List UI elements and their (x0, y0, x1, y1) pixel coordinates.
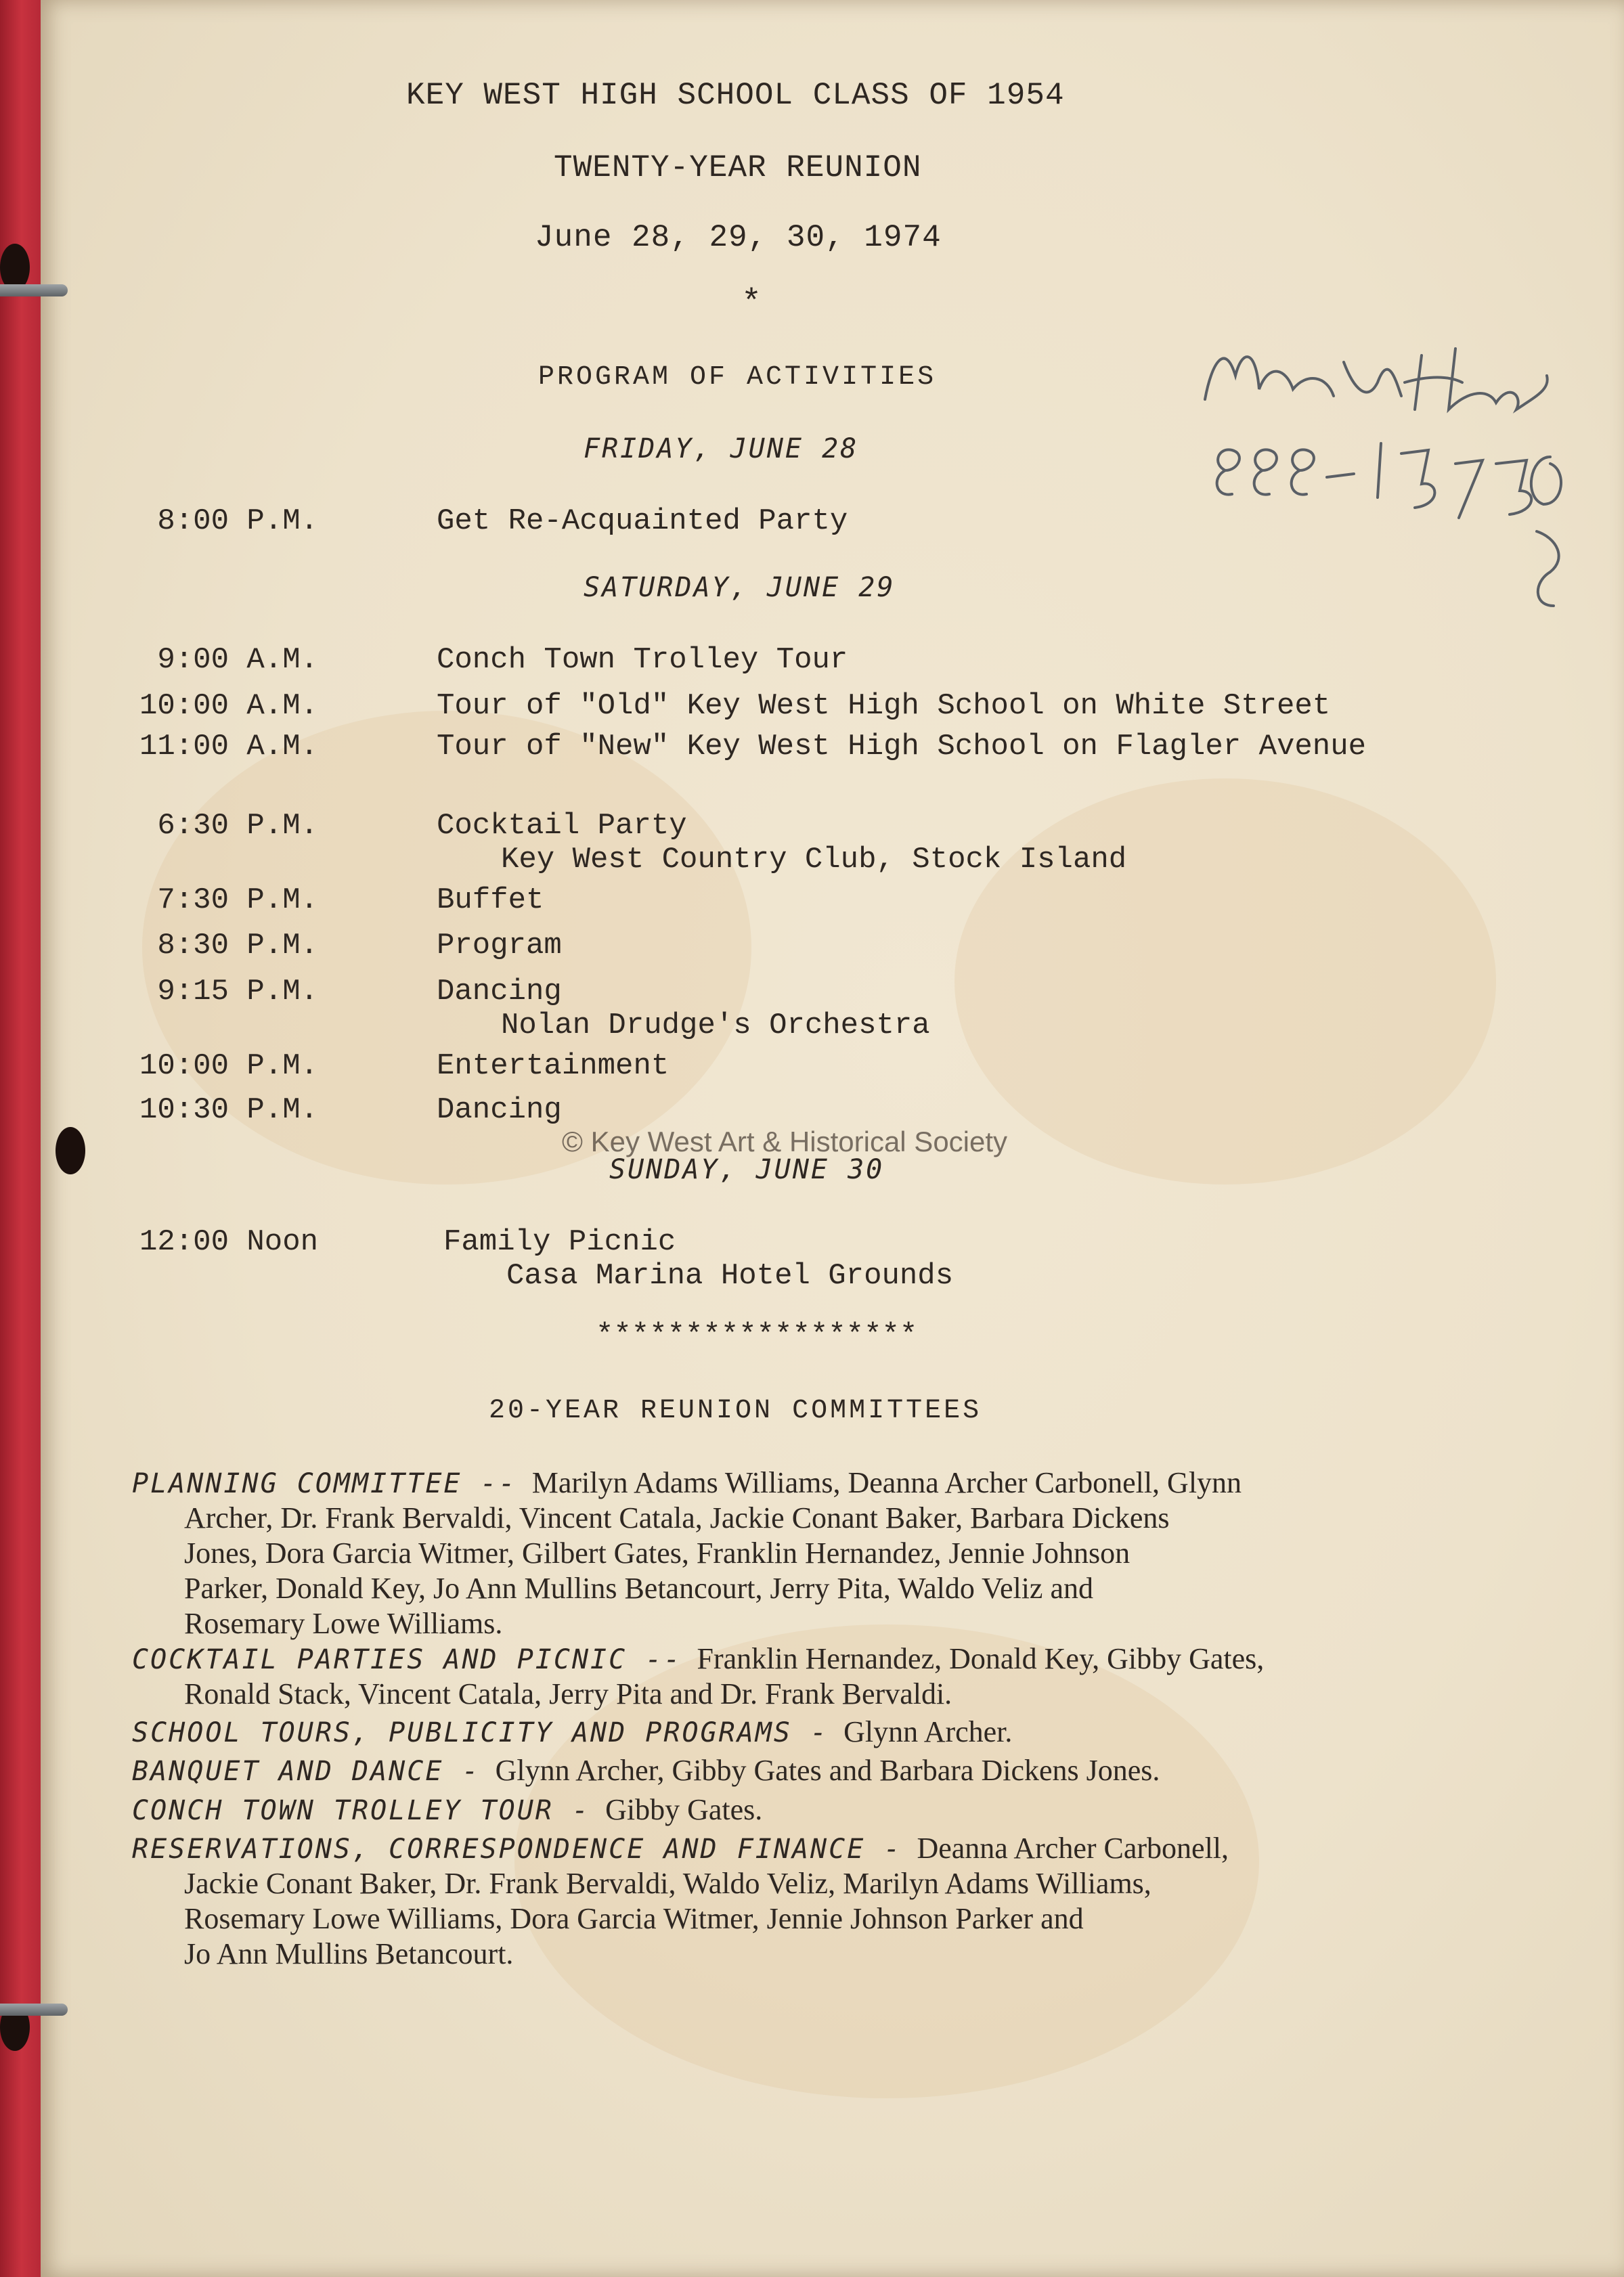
event-time: 10:00 P.M. (139, 1049, 318, 1083)
paper-stain (954, 778, 1496, 1185)
committee-members-continued: Archer, Dr. Frank Bervaldi, Vincent Catala, Jackie Conant Baker, Barbara Dickens Jones, Dora Garcia Witmer, Gilbert Gates, Franklin Hernandez, Jennie Johnson Parker, Donald Key, Jo Ann Mullins Betancourt, Jerry Pita, Waldo Veliz and Rosemary Lowe Williams. (184, 1501, 1170, 1640)
event-activity: Dancing (437, 975, 562, 1009)
event-time: 11:00 A.M. (139, 730, 318, 764)
event-activity: Buffet (437, 883, 544, 917)
event-time: 9:00 A.M. (157, 643, 318, 677)
committee-members: Glynn Archer. (843, 1715, 1013, 1748)
event-time: 8:00 P.M. (157, 504, 318, 538)
committee-members-continued: Ronald Stack, Vincent Catala, Jerry Pita and Dr. Frank Bervaldi. (184, 1677, 952, 1710)
reunion-subtitle: TWENTY-YEAR REUNION (554, 150, 922, 185)
event-time: 7:30 P.M. (157, 883, 318, 917)
committee-members: Gibby Gates. (605, 1793, 763, 1826)
program-heading: PROGRAM OF ACTIVITIES (538, 362, 937, 393)
event-activity: Tour of "Old" Key West High School on White Street (437, 689, 1331, 723)
committee-entry (132, 1641, 1264, 1679)
event-time: 9:15 P.M. (157, 975, 318, 1009)
committee-members-continued: Jackie Conant Baker, Dr. Frank Bervaldi, Waldo Veliz, Marilyn Adams Williams, Rosemary Lowe Williams, Dora Garcia Witmer, Jennie Johnson Parker and Jo Ann Mullins Betancourt. (184, 1867, 1151, 1970)
committee-name: CONCH TOWN TROLLEY TOUR - (132, 1795, 591, 1826)
day-heading: SATURDAY, JUNE 29 (584, 572, 896, 603)
event-activity: Cocktail Party (437, 809, 687, 843)
binder-hole (56, 1127, 85, 1174)
day-heading: FRIDAY, JUNE 28 (584, 433, 859, 464)
committee-name: COCKTAIL PARTIES AND PICNIC -- (132, 1644, 682, 1675)
event-activity: Tour of "New" Key West High School on Flagler Avenue (437, 730, 1367, 764)
reunion-dates: June 28, 29, 30, 1974 (535, 220, 942, 255)
event-time: 10:00 A.M. (139, 689, 318, 723)
binder-ring (0, 2004, 68, 2016)
event-activity: Conch Town Trolley Tour (437, 643, 848, 677)
committee-members: Franklin Hernandez, Donald Key, Gibby Gates, (697, 1642, 1265, 1675)
event-activity: Get Re-Acquainted Party (437, 504, 848, 538)
committee-entry (132, 1753, 1160, 1790)
event-time: 6:30 P.M. (157, 809, 318, 843)
committee-name: SCHOOL TOURS, PUBLICITY AND PROGRAMS - (132, 1717, 829, 1748)
day-heading: SUNDAY, JUNE 30 (609, 1154, 885, 1185)
committee-members: Deanna Archer Carbonell, (917, 1832, 1229, 1865)
committee-entry (132, 1715, 1012, 1752)
event-time: 10:30 P.M. (139, 1093, 318, 1127)
page-title: KEY WEST HIGH SCHOOL CLASS OF 1954 (406, 78, 1065, 113)
binder-ring (0, 284, 68, 296)
committee-entry (132, 1465, 1242, 1503)
event-activity: Family Picnic (443, 1225, 676, 1259)
event-detail: Nolan Drudge's Orchestra (501, 1009, 930, 1042)
committee-name: BANQUET AND DANCE - (132, 1756, 481, 1787)
event-time: 12:00 Noon (139, 1225, 318, 1259)
asterisk-divider: * (741, 284, 763, 323)
committee-name: PLANNING COMMITTEE -- (132, 1468, 517, 1499)
event-detail: Casa Marina Hotel Grounds (506, 1259, 954, 1293)
event-time: 8:30 P.M. (157, 929, 318, 963)
copyright-watermark: © Key West Art & Historical Society (562, 1126, 1008, 1157)
event-activity: Program (437, 929, 562, 963)
committee-members: Marilyn Adams Williams, Deanna Archer Carbonell, Glynn (531, 1466, 1242, 1499)
event-activity: Dancing (437, 1093, 562, 1127)
event-detail: Key West Country Club, Stock Island (501, 843, 1127, 877)
committee-entry (132, 1831, 1229, 1868)
handwritten-note-icon (1198, 335, 1577, 633)
committee-name: RESERVATIONS, CORRESPONDENCE AND FINANCE - (132, 1834, 902, 1865)
committees-heading: 20-YEAR REUNION COMMITTEES (489, 1396, 982, 1426)
asterisk-divider-line: ****************** (596, 1319, 918, 1352)
committee-members: Glynn Archer, Gibby Gates and Barbara Dickens Jones. (495, 1754, 1160, 1787)
event-activity: Entertainment (437, 1049, 670, 1083)
committee-entry (132, 1792, 762, 1830)
